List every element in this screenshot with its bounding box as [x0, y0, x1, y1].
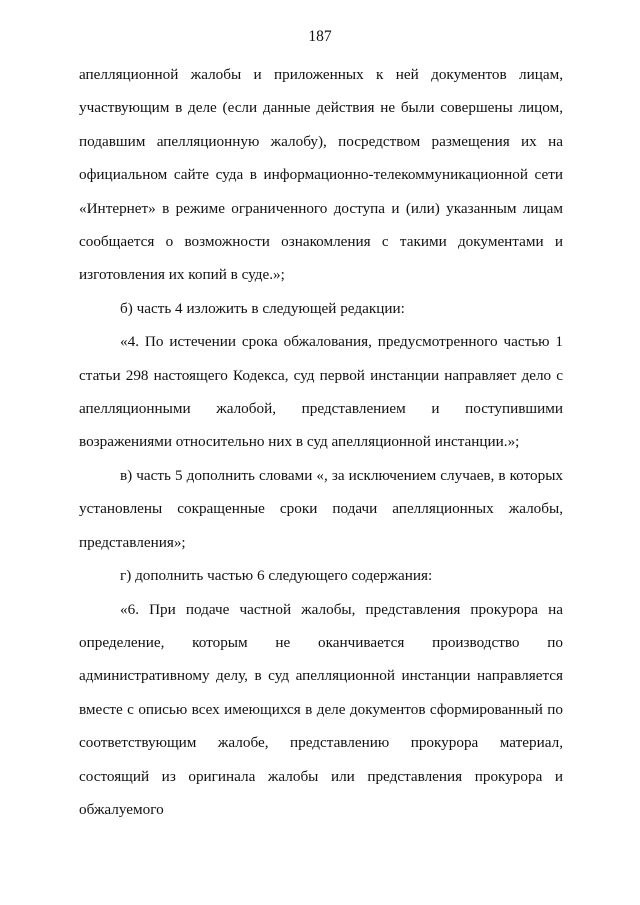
paragraph-part-6-text: «6. При подаче частной жалобы, представления прокурора на определение, которым не оканчивается производство по административному делу, в суд апелляционной инстанции направляется вместе с описью всех имеющихся в деле документов сформированный по соответствующим жалобе, представлению прокурора материал, состоящий из оригинала жалобы или представления прокурора и обжалуемого [79, 600, 563, 818]
document-body [79, 58, 563, 826]
paragraph-item-v: в) часть 5 дополнить словами «, за исключением случаев, в которых установлены сокращенные сроки подачи апелляционных жалобы, представления»; [79, 466, 563, 551]
paragraph-item-b: б) часть 4 изложить в следующей редакции: [120, 299, 405, 317]
paragraph-part-4-text: «4. По истечении срока обжалования, предусмотренного частью 1 статьи 298 настоящего Кодекса, суд первой инстанции направляет дело с апелляционными жалобой, представлением и поступившими возражениями относительно них в суд апелляционной инстанции.»; [79, 333, 563, 451]
paragraph-item-g: г) дополнить частью 6 следующего содержания: [120, 567, 433, 585]
page-number: 187 [308, 28, 332, 45]
paragraph-continuation: апелляционной жалобы и приложенных к ней документов лицам, участвующим в деле (если данные действия не были совершены лицом, подавшим апелляционную жалобу), посредством размещения их на официальном сайте суда в информационно-телекоммуникационной сети «Интернет» в режиме ограниченного доступа и (или) указанным лицам сообщается о возможности ознакомления с такими документами и изготовления их копий в суде.»; [79, 66, 563, 284]
